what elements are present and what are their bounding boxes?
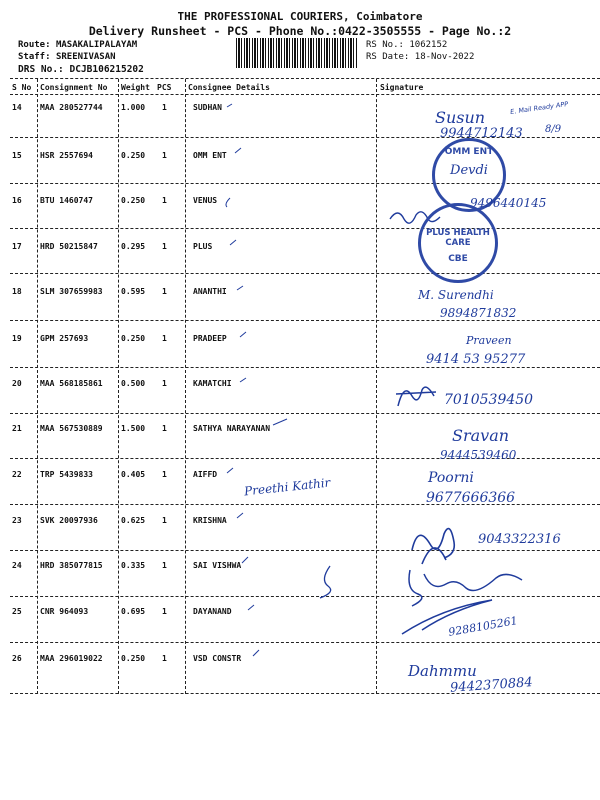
rs-date-value: 18-Nov-2022: [414, 52, 475, 62]
row-consignment: GPM 257693: [40, 334, 89, 343]
row-sno: 24: [12, 561, 22, 570]
row-sno: 14: [12, 103, 22, 112]
signature-row-19: Praveen: [466, 334, 512, 347]
row-consignment: TRP 5439833: [40, 470, 93, 479]
phone-row-25: 9288105261: [447, 614, 519, 639]
row-consignment: HRD 50215847: [40, 242, 98, 251]
drs-label: DRS No.:: [18, 64, 64, 75]
phone-row-20: 7010539450: [444, 392, 534, 408]
signature-row-22: Poorni: [428, 470, 474, 486]
staff-value: SREENIVASAN: [55, 52, 116, 62]
row-weight: 0.250: [121, 151, 146, 160]
phone-row-18: 9894871832: [440, 306, 517, 320]
rs-date-line: [366, 52, 474, 62]
tick-marks: [185, 95, 385, 695]
row-consignee: SUDHAN: [193, 103, 222, 112]
row-sno: 25: [12, 607, 22, 616]
runsheet-subtitle: Delivery Runsheet - PCS - Phone No.:0422-3505555 - Page No.:2: [88, 24, 512, 38]
handwritten-note-row-14: E. Mail Ready APP: [509, 99, 569, 117]
row-weight: 0.295: [121, 242, 146, 251]
phone-row-26: 9442370884: [449, 675, 534, 696]
row-consignment: SVK 20097936: [40, 516, 98, 525]
row-consignee: PLUS: [193, 242, 213, 251]
plus-stamp-city: CBE: [448, 254, 468, 264]
row-weight: 0.625: [121, 516, 146, 525]
row-pcs: 1: [162, 654, 167, 663]
col-consignee: Consignee Details: [188, 83, 270, 92]
row-pcs: 1: [162, 516, 167, 525]
row-pcs: 1: [162, 379, 167, 388]
row-pcs: 1: [162, 470, 167, 479]
row-sno: 16: [12, 196, 22, 205]
row-weight: 0.695: [121, 607, 146, 616]
row-sno: 21: [12, 424, 22, 433]
signature-row-20-scribble: [392, 380, 442, 410]
phone-row-14: 9944712143: [440, 126, 523, 141]
row-sno: 22: [12, 470, 22, 479]
col-consignment: Consignment No: [40, 83, 108, 92]
staff-label: Staff:: [18, 52, 51, 62]
col-separator: [37, 79, 38, 694]
company-title: THE PROFESSIONAL COURIERS, Coimbatore: [177, 10, 423, 23]
row-consignee: KAMATCHI: [193, 379, 232, 388]
signature-row-14: Susun: [435, 108, 486, 127]
row-sno: 23: [12, 516, 22, 525]
row-pcs: 1: [162, 242, 167, 251]
col-separator: [118, 79, 119, 694]
phone-row-19: 9414 53 95277: [426, 352, 526, 367]
row-weight: 0.250: [121, 334, 146, 343]
handwritten-note-row-22: Preethi Kathir: [243, 475, 331, 499]
row-consignee: SAI VISHWA: [193, 561, 242, 570]
note-row-14-extra: 8/9: [545, 124, 562, 135]
col-sno: S No: [12, 83, 32, 92]
plus-health-care-stamp: [418, 203, 498, 283]
row-pcs: 1: [162, 196, 167, 205]
col-pcs: PCS: [157, 83, 172, 92]
plus-stamp-text: PLUS HEALTH CARE: [426, 228, 490, 248]
signature-row-21: Sravan: [452, 426, 510, 445]
row-sno: 15: [12, 151, 22, 160]
row-consignee: SATHYA NARAYANAN: [193, 424, 271, 433]
route-label: Route:: [18, 40, 51, 50]
row-consignment: HRD 385077815: [40, 561, 103, 570]
row-consignment: MAA 280527744: [40, 103, 103, 112]
rs-date-label: RS Date:: [366, 52, 410, 62]
row-consignment: CNR 964093: [40, 607, 89, 616]
row-weight: 0.335: [121, 561, 146, 570]
row-sno: 26: [12, 654, 22, 663]
row-sno: 17: [12, 242, 22, 251]
row-sno: 19: [12, 334, 22, 343]
omm-stamp-text: OMM ENT: [444, 147, 494, 157]
barcode: [236, 38, 358, 68]
signature-row-26: Dahmmu: [408, 662, 477, 680]
route-value: MASAKALIPALAYAM: [55, 40, 138, 50]
row-consignment: MAA 567530889: [40, 424, 103, 433]
row-pcs: 1: [162, 607, 167, 616]
rs-no-line: [366, 40, 447, 50]
row-consignment: MAA 296019022: [40, 654, 103, 663]
phone-row-16: 9496440145: [470, 196, 547, 210]
route-line: [18, 40, 137, 50]
row-weight: 0.500: [121, 379, 146, 388]
row-consignee: DAYANAND: [193, 607, 232, 616]
row-consignee: VENUS: [193, 196, 218, 205]
row-weight: 0.595: [121, 287, 146, 296]
signature-row-24-scribble: [312, 562, 342, 602]
drs-line: [18, 64, 144, 75]
drs-value: DCJB106215202: [69, 64, 144, 75]
phone-row-21: 9444539460: [440, 448, 517, 462]
row-pcs: 1: [162, 103, 167, 112]
row-weight: 0.405: [121, 470, 146, 479]
phone-row-22: 9677666366: [426, 490, 516, 506]
row-sno: 18: [12, 287, 22, 296]
row-consignee: AIFFD: [193, 470, 218, 479]
row-consignee: PRADEEP: [193, 334, 227, 343]
omm-stamp-signature: Devdi: [450, 163, 488, 178]
row-pcs: 1: [162, 561, 167, 570]
col-signature: Signature: [380, 83, 424, 92]
header-top-rule: [10, 78, 600, 79]
row-consignment: HSR 2557694: [40, 151, 93, 160]
col-weight: Weight: [121, 83, 150, 92]
row-weight: 1.500: [121, 424, 146, 433]
row-pcs: 1: [162, 151, 167, 160]
row-sno: 20: [12, 379, 22, 388]
rs-no-label: RS No.:: [366, 40, 404, 50]
signature-row-18: M. Surendhi: [418, 288, 494, 302]
row-consignee: VSD CONSTR: [193, 654, 242, 663]
row-pcs: 1: [162, 287, 167, 296]
row-consignment: SLM 307659983: [40, 287, 103, 296]
row-consignee: OMM ENT: [193, 151, 227, 160]
row-pcs: 1: [162, 334, 167, 343]
row-consignment: BTU 1460747: [40, 196, 93, 205]
staff-line: [18, 52, 116, 62]
row-consignment: MAA 568185861: [40, 379, 103, 388]
signature-row-23-scribble: [402, 520, 472, 570]
row-weight: 0.250: [121, 196, 146, 205]
phone-row-23: 9043322316: [478, 532, 561, 547]
row-consignee: ANANTHI: [193, 287, 227, 296]
row-weight: 0.250: [121, 654, 146, 663]
rs-no-value: 1062152: [409, 40, 448, 50]
row-weight: 1.000: [121, 103, 146, 112]
row-consignee: KRISHNA: [193, 516, 227, 525]
row-pcs: 1: [162, 424, 167, 433]
